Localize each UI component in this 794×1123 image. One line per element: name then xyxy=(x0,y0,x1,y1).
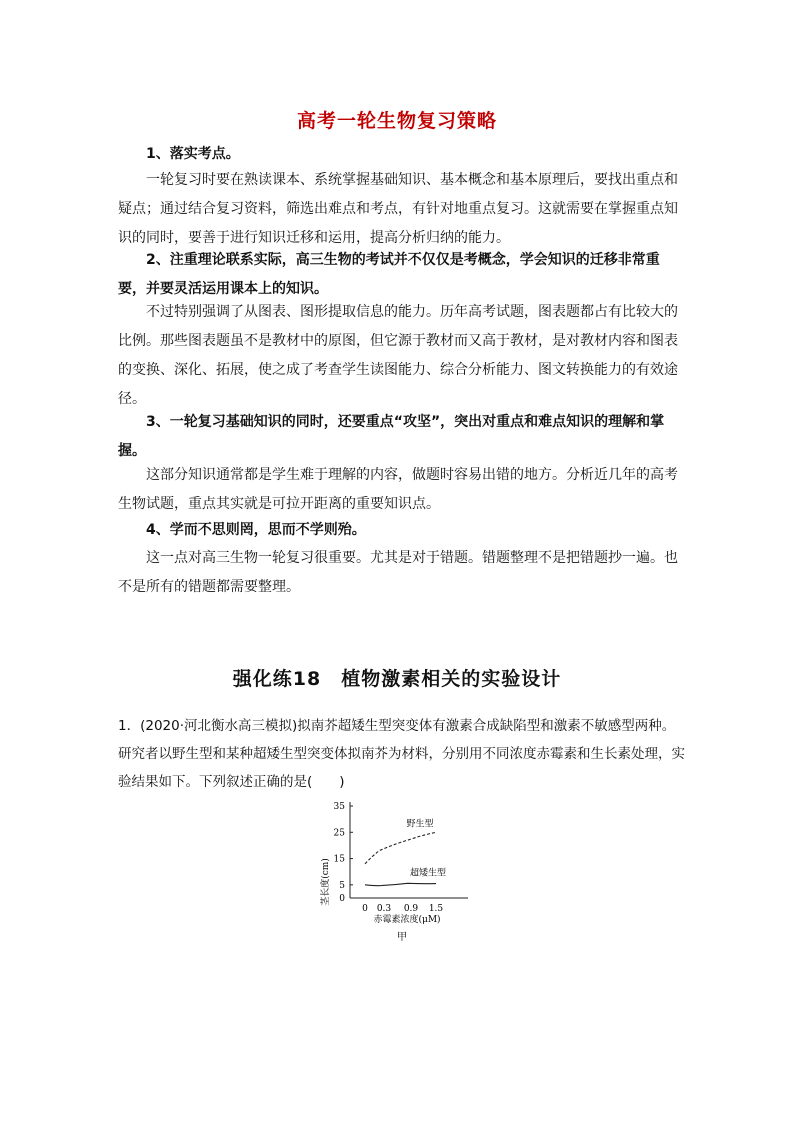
x-tick-label: 0.9 xyxy=(403,904,419,914)
series-label: 超矮生型 xyxy=(409,868,447,879)
chart-caption: 甲 xyxy=(397,932,407,943)
section-2-heading: 2、注重理论联系实际，高三生物的考试并不仅仅是考概念，学会知识的迁移非常重要，并要灵活运用课本上的知识。 xyxy=(118,252,660,297)
y-tick-label: 15 xyxy=(333,854,345,865)
y-tick-label: 0 xyxy=(339,894,345,904)
x-tick-label: 1.5 xyxy=(428,904,444,914)
section-4-heading: 4、学而不思则罔，思而不学则殆。 xyxy=(146,522,366,538)
section-2-body: 不过特别强调了从图表、图形提取信息的能力。历年高考试题，图表题都占有比较大的比例。那些图表题虽不是教材中的原图，但它源于教材而又高于教材，是对教材内容和图表的变换、深化、拓展，使之成了考查学生读图能力、综合分析能力、图文转换能力的有效途径。 xyxy=(118,304,678,407)
chart-axes xyxy=(334,802,468,914)
series-line-dwarf xyxy=(365,883,436,885)
y-tick-label: 35 xyxy=(333,802,345,812)
section-4-body: 这一点对高三生物一轮复习很重要。尤其是对于错题。错题整理不是把错题抄一遍。也不是所有的错题都需要整理。 xyxy=(118,550,678,595)
y-tick-label: 25 xyxy=(333,828,345,839)
question-1: 1．(2020·河北衡水高三模拟)拟南芥超矮生型突变体有激素合成缺陷型和激素不敏感型两种。研究者以野生型和某种超矮生型突变体拟南芥为材料，分别用不同浓度赤霉素和生长素处理，实验结果如下。下列叙述正确的是( ) xyxy=(118,718,685,790)
section-3-heading: 3、一轮复习基础知识的同时，还要重点“攻坚”，突出对重点和难点知识的理解和掌握。 xyxy=(118,414,665,459)
section-1-heading: 1、落实考点。 xyxy=(146,146,240,162)
series-line-wild-type xyxy=(365,832,436,864)
x-tick-label: 0.3 xyxy=(376,904,392,914)
chart-series xyxy=(365,817,446,885)
series-label: 野生型 xyxy=(406,819,434,830)
section-1-body: 一轮复习时要在熟读课本、系统掌握基础知识、基本概念和基本原理后，要找出重点和疑点；通过结合复习资料，筛选出难点和考点，有针对地重点复习。这就需要在掌握重点知识的同时，要善于进行知识迁移和运用，提高分析归纳的能力。 xyxy=(118,172,678,246)
line-chart xyxy=(0,790,794,1050)
page-title: 高考一轮生物复习策略 xyxy=(296,110,497,132)
y-axis-label: 茎长度(cm) xyxy=(321,858,331,906)
section-title: 强化练18 植物激素相关的实验设计 xyxy=(232,668,562,690)
section-3-body: 这部分知识通常都是学生难于理解的内容，做题时容易出错的地方。分析近几年的高考生物试题，重点其实就是可拉开距离的重要知识点。 xyxy=(118,467,678,512)
y-tick-label: 5 xyxy=(339,880,345,891)
x-tick-label: 0 xyxy=(362,904,368,914)
x-axis-label: 赤霉素浓度(μM) xyxy=(373,915,441,925)
